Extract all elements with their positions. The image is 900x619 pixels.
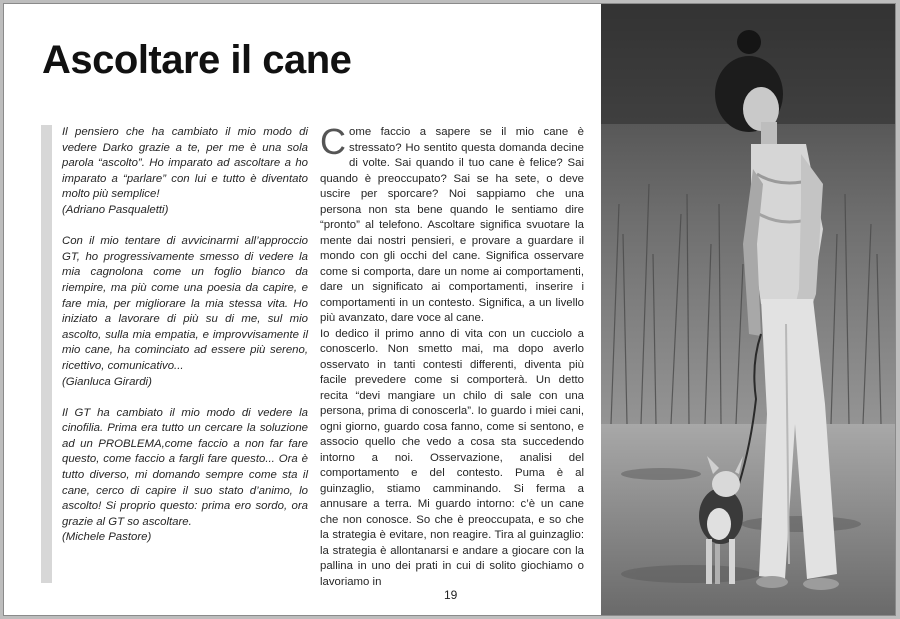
body-text-column — [320, 121, 584, 590]
testimonials-column — [41, 125, 308, 583]
photo-woman-with-dog — [601, 4, 895, 615]
testimonial-quote — [62, 406, 308, 546]
book-spread — [4, 4, 895, 615]
testimonial-quote — [62, 125, 308, 219]
quote-text: Con il mio tentare di avvicinarmi all’approccio GT, ho progressivamente smesso di vedere la mia cagnolona come un foglio bianco da riempire, ma più come una poesia da capire, e fare mia, per migliorare la mia stessa vita. Ho iniziato a lavorare di più su di me, sul mio ascolto, sulla mia empatia, e improvvisamente il mio cane, ha cominciato ad essere più sereno, ricettivo, comunicativo... — [62, 235, 308, 372]
quote-text: Il pensiero che ha cambiato il mio modo di vedere Darko grazie a te, per me è una sola parola “ascolto”. Ho imparato ad ascoltare a ho imparato a “parlare” con lui e tutto è diventato molto più semplice! — [62, 126, 308, 201]
body-paragraph: Io dedico il primo anno di vita con un cucciolo a conoscerlo. Non smetto mai, ma dopo averlo osservato in tanti contesti differenti, diventa più facile prevedere come si comporterà. Un detto recita “devi mangiare un chilo di sale con una persona, prima di conoscerla”. Io guardo i miei cani, ogni giorno, guardo cosa fanno, come si sentono, e associo quello che vedo a cosa sta succedendo intorno a noi. Osservazione, analisi del comportamento e del contesto. Puma è al guinzaglio, stiamo camminando. Si ferma a annusare a terra. Mi guardo intorno: c’è un cane che non conosce. So che è preoccupata, e so che la strategia è evitare, non reagire. Tira al guinzaglio: la strategia è allontanarsi e andare a giocare con la pallina in uno dei prati in cui di solito giochiamo o lavoriamo in — [320, 327, 584, 588]
testimonial-quote — [62, 234, 308, 390]
photo-illustration — [601, 4, 895, 615]
quote-text: Il GT ha cambiato il mio modo di vedere la cinofilia. Prima era tutto un cercare la soluzione ad un PROBLEMA,come faccio a non far fare questo, come faccio a fargli fare questo... Ora è tutto diverso, mi domando sempre come sta il cane, cerco di capire il suo stato d’animo, lo ascolto! Si proprio questo: prima ero sordo, ora grazie al GT so ascoltare. — [62, 406, 308, 528]
paragraph-text: ome faccio a sapere se il mio cane è stressato? Ho sentito questa domanda decine di volte. Sai quando il tuo cane è felice? Sai quando è preoccupato? Sai se ha sete, o deve uscire per sporcare? Noi sappiamo che una persona non sta bene quando le sentiamo dire “pronto” al telefono. Ascoltare significa svuotare la mente dai nostri pensieri, e provare a guardare il mondo con gli occhi del cane. Significa osservare come si comporta, dare un nome ai comportamenti, dare un significato ai comportamenti, inserire i comportamenti in un contesto. Significa, a un livello più avanzato, dare voce al cane. — [320, 126, 584, 324]
quote-author: (Michele Pastore) — [62, 531, 152, 544]
body-paragraph — [320, 121, 584, 327]
page-title: Ascoltare il cane — [42, 38, 352, 82]
quote-author: (Adriano Pasqualetti) — [62, 203, 169, 216]
drop-cap: C — [320, 121, 346, 162]
page-number: 19 — [444, 588, 458, 602]
quote-author: (Gianluca Girardi) — [62, 375, 152, 388]
